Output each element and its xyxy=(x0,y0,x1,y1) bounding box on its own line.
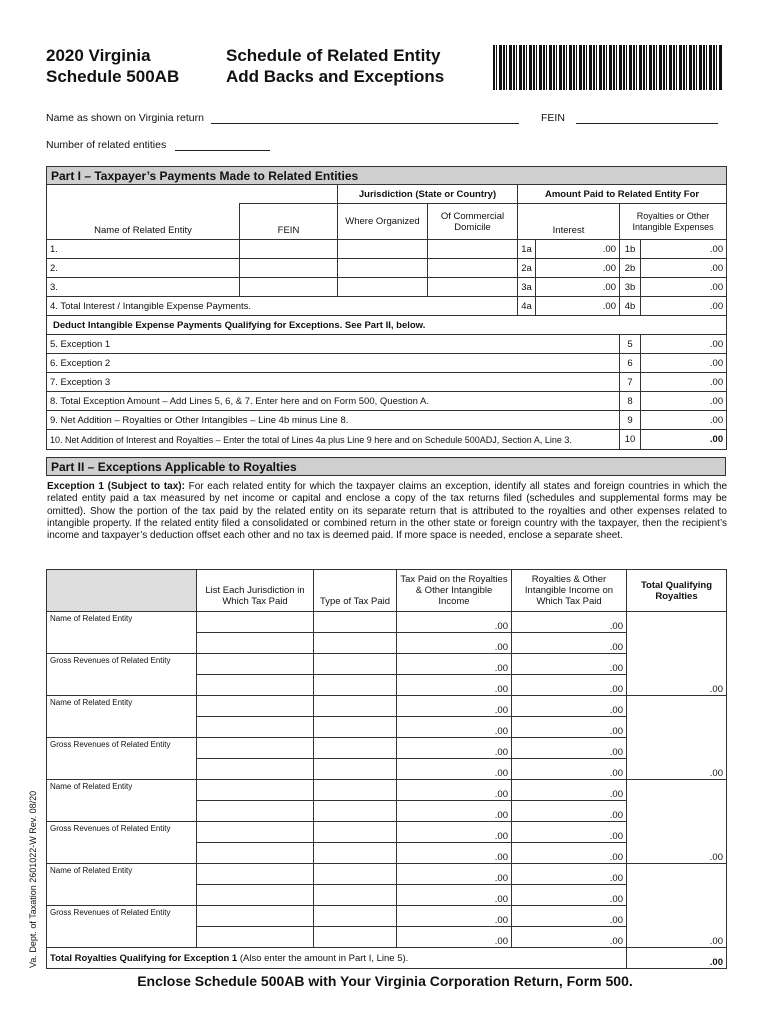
line-8-amount[interactable]: .00 xyxy=(641,392,727,411)
fein-cell[interactable] xyxy=(240,278,338,297)
name-label: Name as shown on Virginia return xyxy=(46,112,204,124)
tax-type-cell[interactable] xyxy=(314,927,397,948)
exception-1-lead: Exception 1 (Subject to tax): xyxy=(47,481,185,492)
line-num: 8 xyxy=(620,392,641,411)
deduct-heading: Deduct Intangible Expense Payments Qualifying for Exceptions. See Part II, below. xyxy=(47,316,727,335)
col-type-header: Type of Tax Paid xyxy=(314,570,397,612)
tax-type-cell[interactable] xyxy=(314,654,397,675)
total-rest: (Also enter the amount in Part I, Line 5). xyxy=(239,952,409,964)
interest-amount[interactable]: .00 xyxy=(536,240,620,259)
tax-type-cell[interactable] xyxy=(314,780,397,801)
line-5-row xyxy=(47,335,727,354)
total-exception-1-label xyxy=(47,948,627,969)
royalty-income-amount[interactable]: .00 xyxy=(512,864,627,885)
jurisdiction-cell[interactable] xyxy=(197,885,314,906)
tax-paid-amount[interactable]: .00 xyxy=(397,780,512,801)
jurisdiction-cell[interactable] xyxy=(197,822,314,843)
tax-type-cell[interactable] xyxy=(314,906,397,927)
tax-type-cell[interactable] xyxy=(314,738,397,759)
part2-header xyxy=(46,457,726,476)
part2-table xyxy=(46,569,727,969)
form-title xyxy=(226,45,444,87)
part1-title: Part I – Taxpayer’s Payments Made to Related Entities xyxy=(47,167,727,185)
line-2-row xyxy=(47,259,727,278)
line-num: 4a xyxy=(518,297,536,316)
col-name-header: Name of Related Entity xyxy=(47,204,240,240)
royalty-income-amount[interactable]: .00 xyxy=(512,780,627,801)
line-6-row xyxy=(47,354,727,373)
entity-name-cell[interactable]: Name of Related Entity xyxy=(47,612,197,654)
line-7-label: 7. Exception 3 xyxy=(47,373,620,392)
line-num: 10 xyxy=(620,430,641,450)
line-3-row xyxy=(47,278,727,297)
jurisdiction-cell[interactable] xyxy=(197,906,314,927)
jurisdiction-cell[interactable] xyxy=(197,864,314,885)
line-num: 2a xyxy=(518,259,536,278)
part2-title: Part II – Exceptions Applicable to Royalties xyxy=(47,458,726,476)
line-num: 3b xyxy=(620,278,641,297)
jurisdiction-group-header: Jurisdiction (State or Country) xyxy=(338,185,518,204)
total-qualifying-amount[interactable]: .00 xyxy=(627,780,727,864)
num-entities-row xyxy=(46,138,270,151)
total-lead: Total Royalties Qualifying for Exception 1 xyxy=(50,952,238,964)
tax-type-cell[interactable] xyxy=(314,612,397,633)
domicile-cell[interactable] xyxy=(428,259,518,278)
line-10-amount[interactable]: .00 xyxy=(641,430,727,450)
col-royalties-header: Royalties or Other Intangible Expenses xyxy=(620,204,727,240)
domicile-cell[interactable] xyxy=(428,278,518,297)
jurisdiction-cell[interactable] xyxy=(197,801,314,822)
entity-name-cell[interactable]: Name of Related Entity xyxy=(47,780,197,822)
tax-paid-amount[interactable]: .00 xyxy=(397,696,512,717)
title-line-2: Add Backs and Exceptions xyxy=(226,67,445,86)
col-total-header: Total Qualifying Royalties xyxy=(627,570,727,612)
royalty-income-amount[interactable]: .00 xyxy=(512,654,627,675)
royalty-amount[interactable]: .00 xyxy=(641,240,727,259)
where-cell[interactable] xyxy=(338,259,428,278)
name-input[interactable] xyxy=(211,111,519,124)
jurisdiction-cell[interactable] xyxy=(197,843,314,864)
entity-name-cell[interactable]: Name of Related Entity xyxy=(47,696,197,738)
royalty-income-amount[interactable]: .00 xyxy=(512,822,627,843)
line-9-label: 9. Net Addition – Royalties or Other Intangibles – Line 4b minus Line 8. xyxy=(47,411,620,430)
jurisdiction-cell[interactable] xyxy=(197,612,314,633)
line-4-label: 4. Total Interest / Intangible Expense Payments. xyxy=(47,297,518,316)
entity-4-row xyxy=(47,906,727,927)
line-num: 5 xyxy=(620,335,641,354)
line-label[interactable]: 2. xyxy=(47,259,240,278)
exception-1-instructions xyxy=(47,481,727,542)
tax-type-cell[interactable] xyxy=(314,885,397,906)
name-field-row xyxy=(46,111,519,124)
royalty-amount[interactable]: .00 xyxy=(641,278,727,297)
tax-paid-amount[interactable]: .00 xyxy=(397,927,512,948)
entity-3-row xyxy=(47,780,727,801)
tax-type-cell[interactable] xyxy=(314,717,397,738)
col-interest-header: Interest xyxy=(518,204,620,240)
interest-amount[interactable]: .00 xyxy=(536,259,620,278)
amount-group-header: Amount Paid to Related Entity For xyxy=(518,185,727,204)
royalty-income-amount[interactable]: .00 xyxy=(512,885,627,906)
num-entities-label: Number of related entities xyxy=(46,139,167,151)
tax-paid-amount[interactable]: .00 xyxy=(397,906,512,927)
tax-type-cell[interactable] xyxy=(314,633,397,654)
line-num: 4b xyxy=(620,297,641,316)
royalty-income-amount[interactable]: .00 xyxy=(512,738,627,759)
jurisdiction-cell[interactable] xyxy=(197,738,314,759)
line-num: 1a xyxy=(518,240,536,259)
line-num: 1b xyxy=(620,240,641,259)
tax-paid-amount[interactable]: .00 xyxy=(397,843,512,864)
tax-type-cell[interactable] xyxy=(314,759,397,780)
line-10-label: 10. Net Addition of Interest and Royalties – Enter the total of Lines 4a plus Line 9 here and on Schedule 500ADJ, Section A, Line 3. xyxy=(47,430,620,450)
form-year-title xyxy=(46,45,179,87)
line-num: 3a xyxy=(518,278,536,297)
royalty-income-amount[interactable]: .00 xyxy=(512,843,627,864)
where-cell[interactable] xyxy=(338,278,428,297)
line-label[interactable]: 1. xyxy=(47,240,240,259)
royalty-income-amount[interactable]: .00 xyxy=(512,633,627,654)
line-8-row xyxy=(47,392,727,411)
jurisdiction-cell[interactable] xyxy=(197,759,314,780)
royalty-income-amount[interactable]: .00 xyxy=(512,759,627,780)
tax-paid-amount[interactable]: .00 xyxy=(397,633,512,654)
where-cell[interactable] xyxy=(338,240,428,259)
tax-paid-amount[interactable]: .00 xyxy=(397,654,512,675)
title-line-1: Schedule of Related Entity xyxy=(226,46,441,65)
form-number: Schedule 500AB xyxy=(46,67,180,86)
entity-name-cell[interactable]: Name of Related Entity xyxy=(47,864,197,906)
royalty-income-amount[interactable]: .00 xyxy=(512,612,627,633)
line-5-amount[interactable]: .00 xyxy=(641,335,727,354)
tax-paid-amount[interactable]: .00 xyxy=(397,675,512,696)
entity-2-row xyxy=(47,696,727,717)
jurisdiction-cell[interactable] xyxy=(197,675,314,696)
line-4-row xyxy=(47,297,727,316)
line-1-row xyxy=(47,240,727,259)
tax-paid-amount[interactable]: .00 xyxy=(397,801,512,822)
blank-header-cell xyxy=(47,185,338,204)
fein-input[interactable] xyxy=(576,111,718,124)
line-8-label: 8. Total Exception Amount – Add Lines 5, 6, & 7. Enter here and on Form 500, Question A. xyxy=(47,392,620,411)
royalty-income-amount[interactable]: .00 xyxy=(512,696,627,717)
total-qualifying-amount[interactable]: .00 xyxy=(627,612,727,696)
tax-paid-amount[interactable]: .00 xyxy=(397,717,512,738)
part1-table xyxy=(46,166,727,450)
tax-type-cell[interactable] xyxy=(314,696,397,717)
tax-paid-amount[interactable]: .00 xyxy=(397,759,512,780)
form-revision-side-text: Va. Dept. of Taxation 2601022-W Rev. 08/20 xyxy=(28,790,38,968)
fein-field-row xyxy=(541,111,718,124)
line-5-label: 5. Exception 1 xyxy=(47,335,620,354)
jurisdiction-cell[interactable] xyxy=(197,780,314,801)
royalty-income-amount[interactable]: .00 xyxy=(512,717,627,738)
col-royinc-header: Royalties & Other Intangible Income on Which Tax Paid xyxy=(512,570,627,612)
fein-cell[interactable] xyxy=(240,240,338,259)
royalty-income-amount[interactable]: .00 xyxy=(512,927,627,948)
line-6-label: 6. Exception 2 xyxy=(47,354,620,373)
line-6-amount[interactable]: .00 xyxy=(641,354,727,373)
line-label[interactable]: 3. xyxy=(47,278,240,297)
line-9-amount[interactable]: .00 xyxy=(641,411,727,430)
line-7-row xyxy=(47,373,727,392)
shaded-header-cell xyxy=(47,570,197,612)
royalty-income-amount[interactable]: .00 xyxy=(512,906,627,927)
interest-amount[interactable]: .00 xyxy=(536,278,620,297)
gross-revenue-cell[interactable]: Gross Revenues of Related Entity xyxy=(47,654,197,696)
col-fein-header: FEIN xyxy=(240,204,338,240)
tax-type-cell[interactable] xyxy=(314,822,397,843)
entity-4-row xyxy=(47,864,727,885)
line-7-amount[interactable]: .00 xyxy=(641,373,727,392)
gross-revenue-cell[interactable]: Gross Revenues of Related Entity xyxy=(47,906,197,948)
entity-1-row xyxy=(47,654,727,675)
tax-type-cell[interactable] xyxy=(314,801,397,822)
jurisdiction-cell[interactable] xyxy=(197,696,314,717)
royalty-amount[interactable]: .00 xyxy=(641,259,727,278)
line-num: 6 xyxy=(620,354,641,373)
line-num: 7 xyxy=(620,373,641,392)
tax-paid-amount[interactable]: .00 xyxy=(397,612,512,633)
total-qualifying-amount[interactable]: .00 xyxy=(627,696,727,780)
gross-revenue-cell[interactable]: Gross Revenues of Related Entity xyxy=(47,822,197,864)
jurisdiction-cell[interactable] xyxy=(197,717,314,738)
tax-paid-amount[interactable]: .00 xyxy=(397,885,512,906)
total-interest-amount[interactable]: .00 xyxy=(536,297,620,316)
jurisdiction-cell[interactable] xyxy=(197,633,314,654)
total-qualifying-amount[interactable]: .00 xyxy=(627,864,727,948)
tax-paid-amount[interactable]: .00 xyxy=(397,822,512,843)
tax-paid-amount[interactable]: .00 xyxy=(397,738,512,759)
jurisdiction-cell[interactable] xyxy=(197,654,314,675)
tax-type-cell[interactable] xyxy=(314,675,397,696)
form-year: 2020 Virginia xyxy=(46,46,151,65)
gross-revenue-cell[interactable]: Gross Revenues of Related Entity xyxy=(47,738,197,780)
total-royalty-amount[interactable]: .00 xyxy=(641,297,727,316)
jurisdiction-cell[interactable] xyxy=(197,927,314,948)
fein-cell[interactable] xyxy=(240,259,338,278)
enclose-instruction: Enclose Schedule 500AB with Your Virginia Corporation Return, Form 500. xyxy=(137,973,633,989)
entity-2-row xyxy=(47,738,727,759)
royalty-income-amount[interactable]: .00 xyxy=(512,801,627,822)
line-num: 9 xyxy=(620,411,641,430)
tax-type-cell[interactable] xyxy=(314,864,397,885)
tax-type-cell[interactable] xyxy=(314,843,397,864)
line-9-row xyxy=(47,411,727,430)
fein-label: FEIN xyxy=(541,112,565,124)
num-entities-input[interactable] xyxy=(175,138,270,151)
entity-1-row xyxy=(47,612,727,633)
col-jurisdiction-header: List Each Jurisdiction in Which Tax Paid xyxy=(197,570,314,612)
line-10-row xyxy=(47,430,727,450)
line-num: 2b xyxy=(620,259,641,278)
col-where-header: Where Organized xyxy=(338,204,428,240)
col-domicile-header: Of Commercial Domicile xyxy=(428,204,518,240)
tax-paid-amount[interactable]: .00 xyxy=(397,864,512,885)
col-taxpaid-header: Tax Paid on the Royalties & Other Intangible Income xyxy=(397,570,512,612)
royalty-income-amount[interactable]: .00 xyxy=(512,675,627,696)
domicile-cell[interactable] xyxy=(428,240,518,259)
exception-1-text: For each related entity for which the taxpayer claims an exception, identify all states and foreign countries in which the related entity paid a tax measured by net income or capital and enclose a copy of the tax returns filed (schedules and supplemental forms may be omitted). Show the portion of the tax paid by the related entity on its separate return that is attributed to the royalties and other expenses related to intangible property. If the related entity filed a consolidated or combined return in the other state or foreign country with the taxpayer, then the recipient’s income and taxpayer’s deduction offset each other and no tax is deemed paid. If more space is needed, enclose a separate sheet. xyxy=(47,481,728,542)
entity-3-row xyxy=(47,822,727,843)
barcode-image xyxy=(493,45,723,90)
total-exception-1-amount[interactable]: .00 xyxy=(627,948,727,969)
